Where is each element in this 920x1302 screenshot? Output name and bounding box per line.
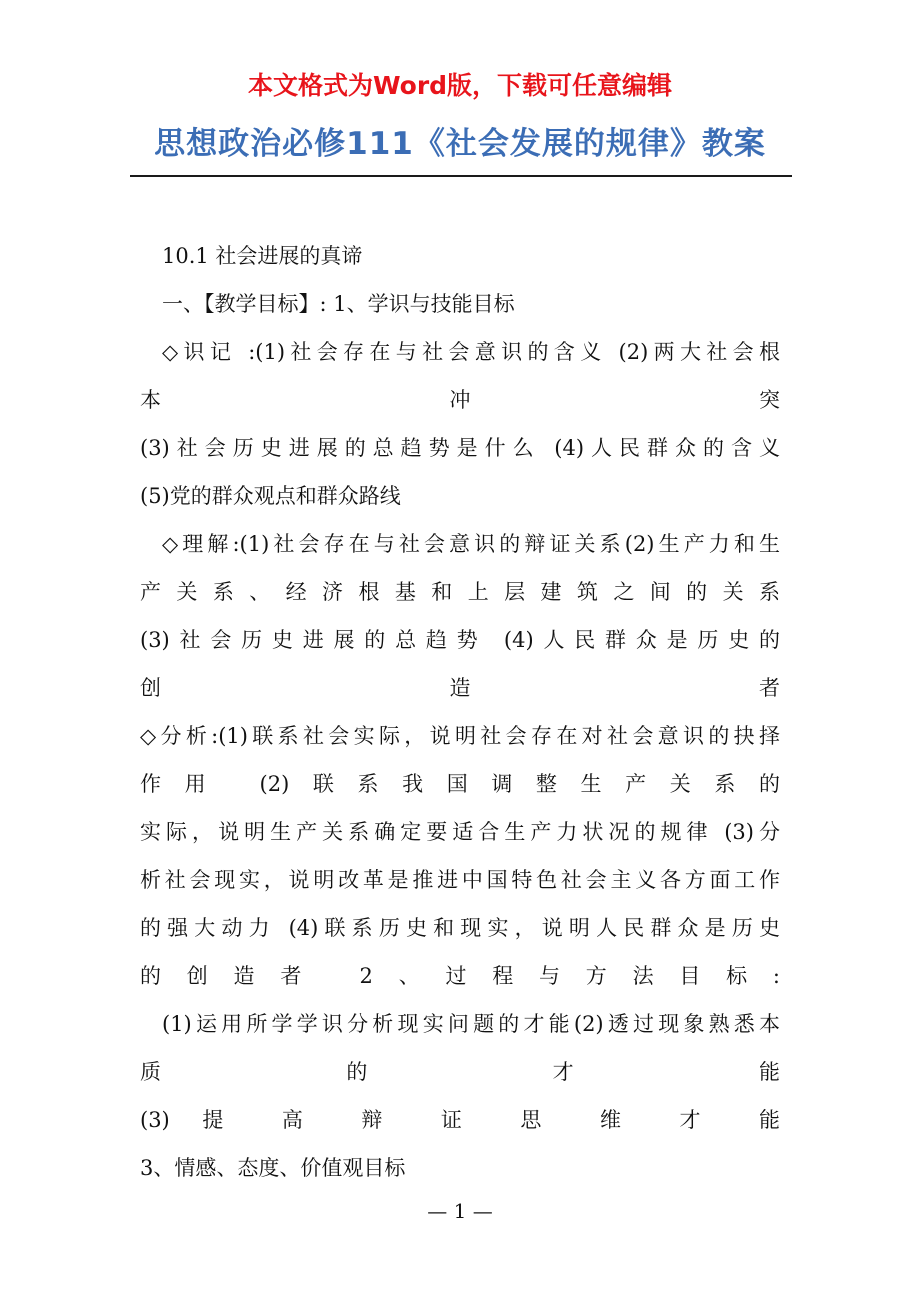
body-line: 创 造 者 — [140, 676, 780, 700]
body-line: (1)运用所学学识分析现实问题的才能(2)透过现象熟悉本 — [162, 1012, 780, 1036]
title-underline — [130, 175, 792, 177]
body-line: 的强大动力 (4)联系历史和现实，说明人民群众是历史 — [140, 916, 780, 940]
body-line: (3) 提 高 辩 证 思 维 才 能 — [140, 1108, 780, 1132]
body-line: 质 的 才 能 — [140, 1060, 780, 1084]
body-line: (3)社会历史进展的总趋势是什么 (4)人民群众的含义 — [140, 436, 780, 460]
body-line: ◇理解:(1)社会存在与社会意识的辩证关系(2)生产力和生 — [162, 532, 780, 556]
download-banner: 本文格式为Word版，下载可任意编辑 — [247, 71, 673, 100]
body-line: 的创造者 2、过程与方法目标: — [140, 964, 780, 988]
objectives-heading: 一、【教学目标】: 1、学识与技能目标 — [162, 292, 515, 316]
body-line: ◇分析:(1)联系社会实际，说明社会存在对社会意识的抉择 — [140, 724, 780, 748]
body-line: 析社会现实，说明改革是推进中国特色社会主义各方面工作 — [140, 868, 780, 892]
body-line: (3)社会历史进展的总趋势 (4)人民群众是历史的 — [140, 628, 780, 652]
body-line: ◇识记 :(1)社会存在与社会意识的含义 (2)两大社会根 — [162, 340, 780, 364]
page-number: — 1 — — [427, 1199, 493, 1223]
section-heading: 10.1 社会进展的真谛 — [162, 244, 363, 268]
body-line: 实际，说明生产关系确定要适合生产力状况的规律 (3)分 — [140, 820, 780, 844]
body-line: (5)党的群众观点和群众路线 — [140, 484, 401, 508]
document-title: 思想政治必修111《社会发展的规律》教案 — [154, 126, 766, 162]
body-line: 3、情感、态度、价值观目标 — [140, 1156, 406, 1180]
body-line: 产 关 系 、 经 济 根 基 和 上 层 建 筑 之 间 的 关 系 — [140, 580, 780, 604]
body-line: 作用 (2)联系我国调整生产关系的 — [140, 772, 780, 796]
body-line: 本 冲 突 — [140, 388, 780, 412]
document-body — [140, 232, 780, 1192]
